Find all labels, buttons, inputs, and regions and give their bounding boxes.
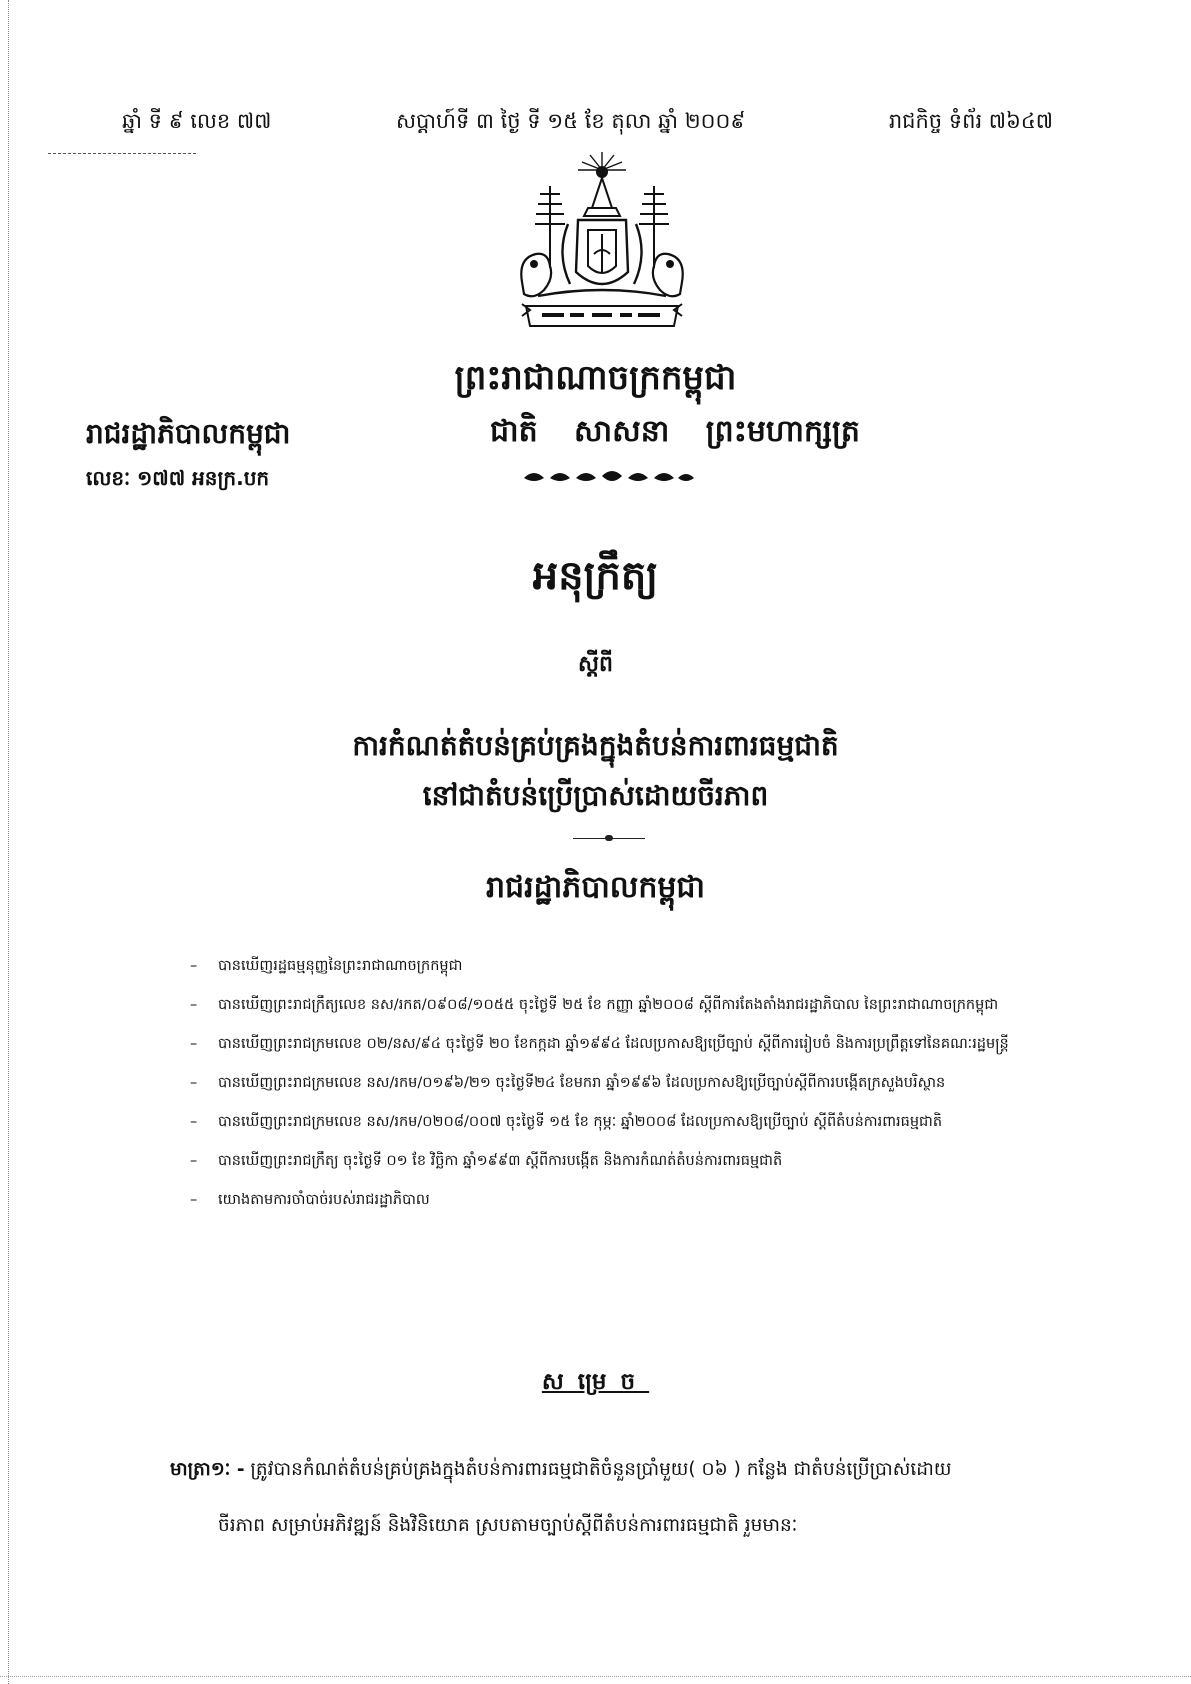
list-dash: – <box>190 997 198 1013</box>
gazette-page-number: រាជកិច្ច ទំព័រ ៧៦៤៧ <box>888 109 1053 133</box>
scan-margin-line <box>8 0 9 1684</box>
document-title-line-2: នៅជាតំបន់ប្រើប្រាស់ដោយចីរភាព <box>422 779 769 812</box>
gazette-year-issue: ឆ្នាំ ទី ៩ លេខ ៧៧ <box>122 109 272 133</box>
header-divider <box>48 153 196 154</box>
document-type-heading: អនុក្រឹត្យ <box>532 553 659 599</box>
consideration-item <box>190 952 1090 981</box>
article-1 <box>170 1442 1070 1554</box>
consideration-text: បានឃើញព្រះរាជក្រឹត្យលេខ នស/រកត/០៩០៨/១០៥៥ ចុះថ្ងៃទី ២៥ ខែ កញ្ញា ឆ្នាំ២០០៨ ស្តីពីការតែងតាំងរាជរដ្ឋាភិបាល នៃព្រះរាជាណាចក្រកម្ពុជា <box>218 997 999 1013</box>
considerations-list <box>190 952 1090 1225</box>
consideration-item <box>190 1186 1090 1215</box>
list-dash: – <box>190 1036 198 1052</box>
list-dash: – <box>190 1075 198 1091</box>
title-divider-dot <box>605 835 613 841</box>
reference-number: លេខៈ ១៧៧ អនក្រ.បក <box>86 466 270 490</box>
consideration-text: បានឃើញព្រះរាជក្រមលេខ នស/រកម/០១៩៦/២១ ចុះថ្ងៃទី២៤ ខែមករា ឆ្នាំ១៩៩៦ ដែលប្រកាសឱ្យប្រើច្បាប់ស្តីពីការបង្កើតក្រសួងបរិស្ថាន <box>218 1075 946 1091</box>
consideration-text: បានឃើញរដ្ឋធម្មនុញ្ញនៃព្រះរាជាណាចក្រកម្ពុជា <box>218 958 463 974</box>
about-label: ស្តីពី <box>578 652 613 677</box>
list-dash: – <box>190 1153 198 1169</box>
consideration-text: បានឃើញព្រះរាជក្រមលេខ ០២/នស/៩៤ ចុះថ្ងៃទី ២០ ខែកក្កដា ឆ្នាំ១៩៩៤ ដែលប្រកាសឱ្យប្រើច្បាប់ ស្តីពីការរៀបចំ និងការប្រព្រឹត្តទៅនៃគណៈរដ្ឋមន្ត្រី <box>218 1036 1009 1052</box>
consideration-text: យោងតាមការចាំបាច់របស់រាជរដ្ឋាភិបាល <box>218 1192 430 1208</box>
consideration-item <box>190 1030 1090 1059</box>
article-1-text-line-1: ត្រូវបានកំណត់តំបន់គ្រប់គ្រងក្នុងតំបន់ការពារធម្មជាតិចំនួនប្រាំមួយ( ០៦ ) កន្លែង ជាតំបន់ប្រើប្រាស់ដោយ <box>250 1459 952 1480</box>
consideration-item <box>190 991 1090 1020</box>
government-name: រាជរដ្ឋាភិបាលកម្ពុជា <box>86 417 291 450</box>
article-1-label: មាត្រា១ៈ - <box>170 1459 245 1480</box>
list-dash: – <box>190 1114 198 1130</box>
scan-bottom-line <box>0 1676 1191 1677</box>
consideration-item <box>190 1069 1090 1098</box>
kingdom-name: ព្រះរាជាណាចក្រកម្ពុជា <box>454 358 737 398</box>
list-dash: – <box>190 1192 198 1208</box>
gazette-date: សប្តាហ៍ទី ៣ ថ្ងៃ ទី ១៥ ខែ តុលា ឆ្នាំ ២០០៩ <box>396 109 746 133</box>
consideration-item <box>190 1147 1090 1176</box>
list-dash: – <box>190 958 198 974</box>
decision-heading: សម្រេច <box>541 1369 650 1395</box>
document-title-line-1: ការកំណត់តំបន់គ្រប់គ្រងក្នុងតំបន់ការពារធម្មជាតិ <box>352 729 839 762</box>
royal-coat-of-arms-icon <box>508 150 696 338</box>
article-1-text-line-2: ចីរភាព សម្រាប់អភិវឌ្ឍន៍ និងវិនិយោគ ស្របតាមច្បាប់ស្តីពីតំបន់ការពារធម្មជាតិ រួមមានៈ <box>218 1515 798 1536</box>
consideration-text: បានឃើញព្រះរាជក្រមលេខ នស/រកម/០២០៨/០០៧ ចុះថ្ងៃទី ១៥ ខែ កុម្ភៈ ឆ្នាំ២០០៨ ដែលប្រកាសឱ្យប្រើច្បាប់ ស្តីពីតំបន់ការពារធម្មជាតិ <box>218 1114 943 1130</box>
national-motto: ជាតិ សាសនា ព្រះមហាក្សត្រ <box>490 414 860 449</box>
consideration-item <box>190 1108 1090 1137</box>
consideration-text: បានឃើញព្រះរាជក្រឹត្យ ចុះថ្ងៃទី ០១ ខែ វិច្ឆិកា ឆ្នាំ១៩៩៣ ស្តីពីការបង្កើត និងការកំណត់តំបន់ការពារធម្មជាតិ <box>218 1153 783 1169</box>
ornament-divider-icon <box>520 466 696 486</box>
issuing-authority: រាជរដ្ឋាភិបាលកម្ពុជា <box>486 870 705 905</box>
